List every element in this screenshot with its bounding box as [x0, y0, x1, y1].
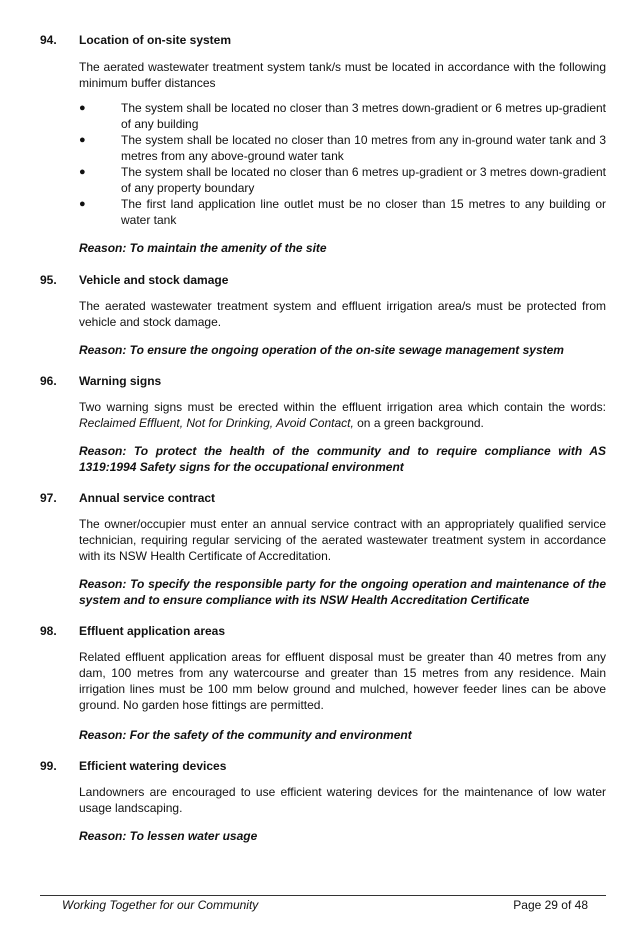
condition-reason: Reason: For the safety of the community and environment: [79, 728, 412, 742]
list-item: ● The system shall be located no closer than 10 metres from any in-ground water tank and 3 metres from any above-ground water tank: [79, 133, 606, 163]
bullet-icon: ●: [79, 166, 86, 178]
condition-number: 98.: [40, 624, 57, 638]
condition-body: [79, 59, 606, 256]
condition-98: [40, 624, 606, 743]
condition-text: The aerated wastewater treatment system and effluent irrigation area/s must be protected from vehicle and stock damage.: [79, 299, 606, 329]
condition-heading: [40, 759, 606, 774]
buffer-distance-list: [79, 100, 606, 228]
condition-reason: Reason: To ensure the ongoing operation of the on-site sewage management system: [79, 343, 564, 357]
condition-body: [79, 784, 606, 844]
condition-97: [40, 491, 606, 608]
page-number: Page 29 of 48: [513, 898, 588, 912]
page-footer: [62, 898, 588, 912]
condition-heading: [40, 33, 606, 48]
condition-number: 96.: [40, 374, 57, 388]
condition-title: Annual service contract: [79, 491, 216, 505]
sign-wording: Reclaimed Effluent, Not for Drinking, Avoid Contact,: [79, 416, 354, 430]
condition-number: 99.: [40, 759, 57, 773]
condition-reason: Reason: To maintain the amenity of the site: [79, 241, 327, 255]
condition-number: 97.: [40, 491, 57, 505]
condition-heading: [40, 273, 606, 288]
condition-text: Two warning signs must be erected within the effluent irrigation area which contain the words: Reclaimed Effluent, Not for Drinking, Avoid Contact, on a green background.: [79, 400, 606, 430]
condition-96: [40, 374, 606, 475]
condition-body: [79, 399, 606, 475]
condition-number: 94.: [40, 33, 57, 47]
footer-slogan: Working Together for our Community: [62, 898, 259, 912]
condition-99: [40, 759, 606, 844]
condition-title: Warning signs: [79, 374, 162, 388]
condition-reason: Reason: To specify the responsible party for the ongoing operation and maintenance of the system and to ensure compliance with its NSW Health Accreditation Certificate: [79, 577, 606, 607]
condition-text: Landowners are encouraged to use efficient watering devices for the maintenance of low water usage landscaping.: [79, 785, 606, 815]
footer-divider: [40, 895, 606, 896]
condition-heading: [40, 491, 606, 506]
condition-text: Related effluent application areas for effluent disposal must be greater than 40 metres from any dam, 100 metres from any watercourse and greater than 15 metres from any residence. Main irrigation lines must be 100 mm below ground and mulched, however feeder lines can be above ground. No garden hose fittings are permitted.: [79, 650, 606, 712]
condition-reason: Reason: To lessen water usage: [79, 829, 258, 843]
bullet-icon: ●: [79, 134, 86, 146]
condition-body: [79, 516, 606, 608]
bullet-icon: ●: [79, 102, 86, 114]
bullet-icon: ●: [79, 198, 86, 210]
condition-number: 95.: [40, 273, 57, 287]
condition-heading: [40, 624, 606, 639]
condition-text: The owner/occupier must enter an annual service contract with an appropriately qualified service technician, requiring regular servicing of the aerated wastewater treatment system in accordance with its NSW Health Certificate of Accreditation.: [79, 517, 606, 563]
condition-body: [79, 649, 606, 743]
condition-reason: Reason: To protect the health of the community and to require compliance with AS 1319:1994 Safety signs for the occupational environment: [79, 444, 606, 474]
condition-body: [79, 298, 606, 358]
condition-title: Vehicle and stock damage: [79, 273, 229, 287]
list-item: ● The first land application line outlet must be no closer than 15 metres to any building or water tank: [79, 197, 606, 227]
condition-title: Location of on-site system: [79, 33, 232, 47]
condition-intro: The aerated wastewater treatment system tank/s must be located in accordance with the following minimum buffer distances: [79, 60, 606, 90]
list-item: ● The system shall be located no closer than 3 metres down-gradient or 6 metres up-gradient of any building: [79, 101, 606, 131]
condition-title: Efficient watering devices: [79, 759, 227, 773]
condition-95: [40, 273, 606, 358]
condition-94: [40, 33, 606, 256]
condition-heading: [40, 374, 606, 389]
condition-title: Effluent application areas: [79, 624, 226, 638]
list-item: ● The system shall be located no closer than 6 metres up-gradient or 3 metres down-gradient of any property boundary: [79, 165, 606, 195]
